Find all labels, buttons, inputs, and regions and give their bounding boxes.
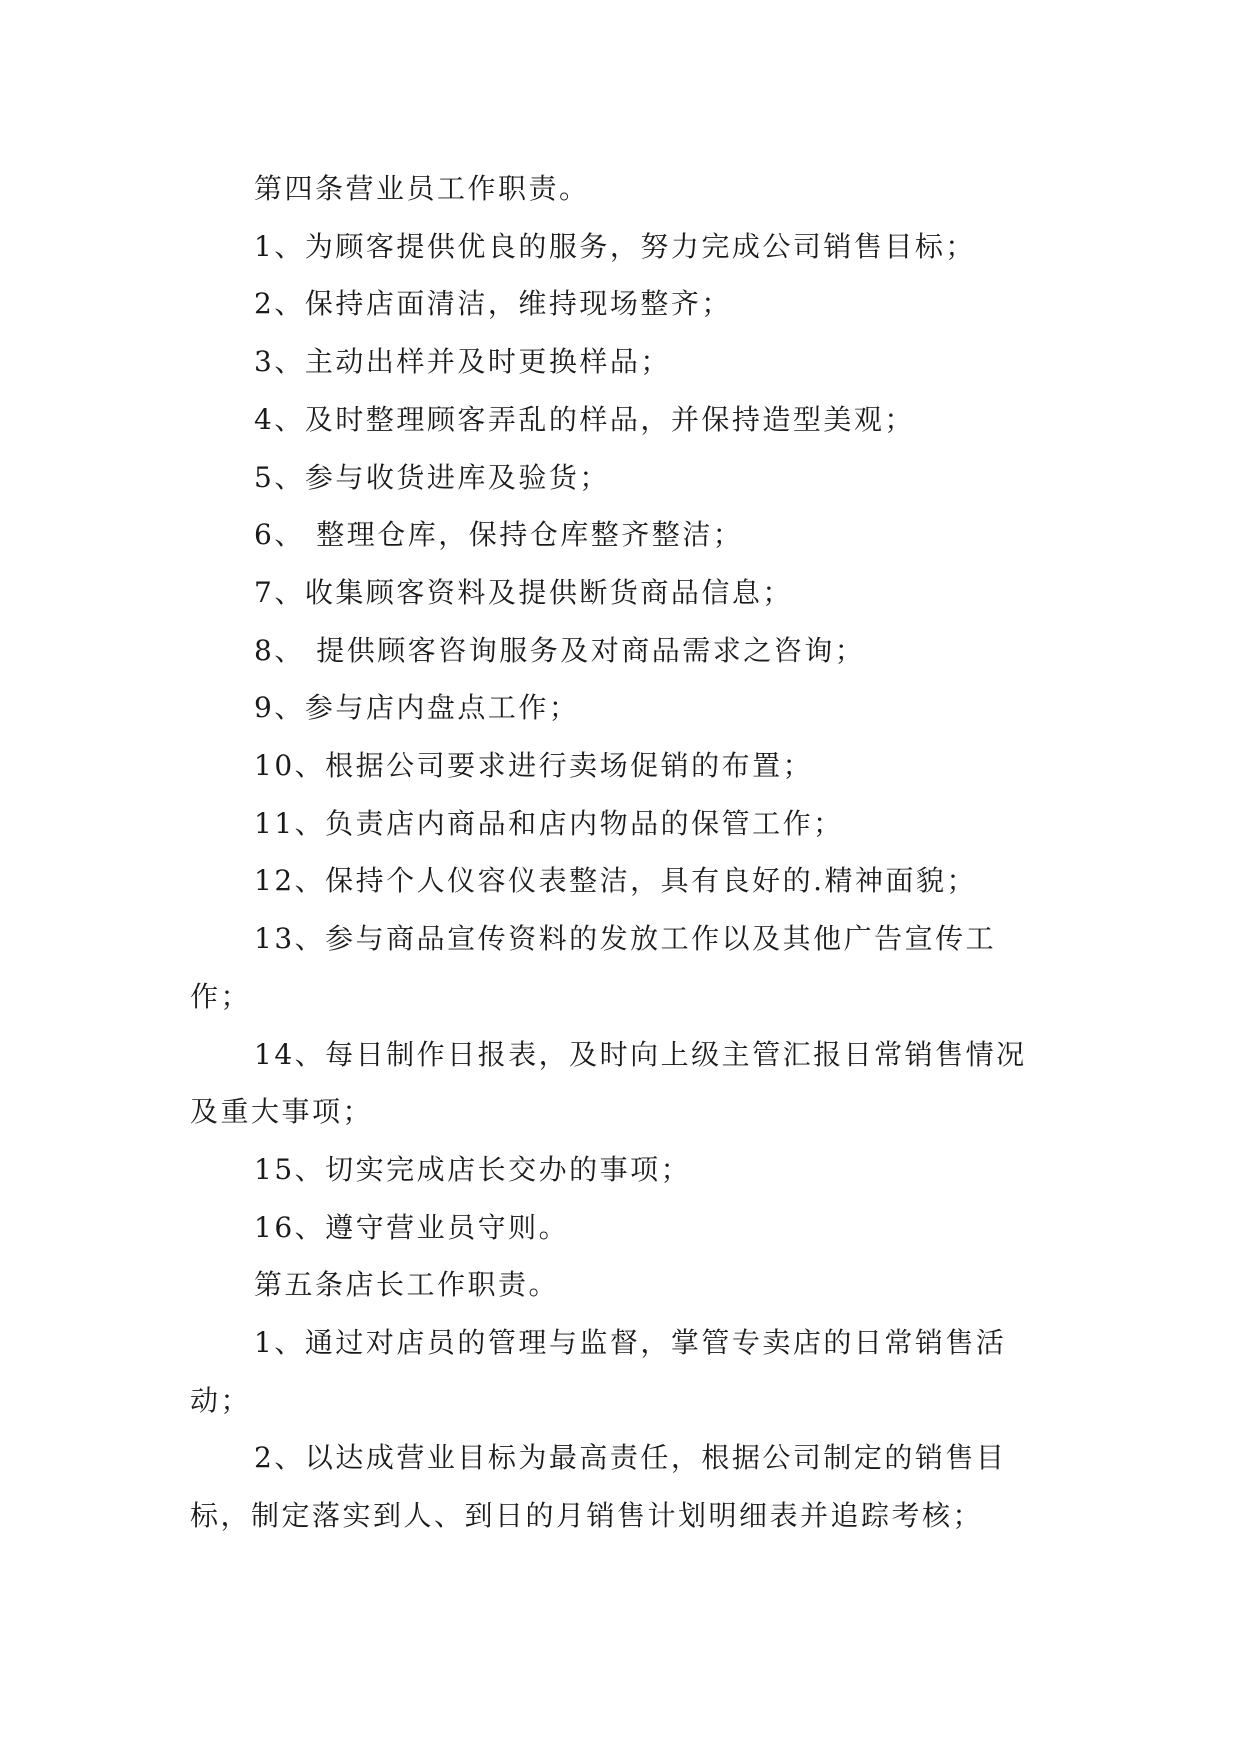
list-item: 3、主动出样并及时更换样品； [254,345,671,379]
list-item: 15、切实完成店长交办的事项； [254,1152,692,1186]
list-item: 13、参与商品宣传资料的发放工作以及其他广告宣传工作； [190,922,997,1013]
list-item: 16、遵守营业员守则。 [254,1210,570,1244]
list-item: 1、通过对店员的管理与监督，掌管专卖店的日常销售活动； [190,1326,1007,1417]
list-item: 12、保持个人仪容仪表整洁，具有良好的.精神面貌； [254,864,978,898]
list-item: 11、负责店内商品和店内物品的保管工作； [254,806,844,840]
heading-article-5: 第五条店长工作职责。 [254,1268,560,1302]
list-item: 8、 提供顾客咨询服务及对商品需求之咨询； [254,633,866,667]
list-item: 4、及时整理顾客弄乱的样品，并保持造型美观； [254,402,915,436]
list-item: 6、 整理仓库，保持仓库整齐整洁； [254,518,744,552]
heading-article-4: 第四条营业员工作职责。 [254,172,590,205]
list-item: 5、参与收货进库及验货； [254,460,610,494]
list-item: 1、为顾客提供优良的服务，努力完成公司销售目标； [254,229,976,263]
list-item: 7、收集顾客资料及提供断货商品信息； [254,575,793,609]
document-body [190,160,1050,1545]
list-item: 9、参与店内盘点工作； [254,691,580,725]
list-item: 2、以达成营业目标为最高责任，根据公司制定的销售目标，制定落实到人、到日的月销售计划明细表并追踪考核； [190,1441,1007,1533]
list-item: 14、每日制作日报表，及时向上级主管汇报日常销售情况及重大事项； [190,1037,1027,1129]
list-item: 2、保持店面清洁，维持现场整齐； [254,287,732,321]
list-item: 10、根据公司要求进行卖场促销的布置； [254,749,814,783]
